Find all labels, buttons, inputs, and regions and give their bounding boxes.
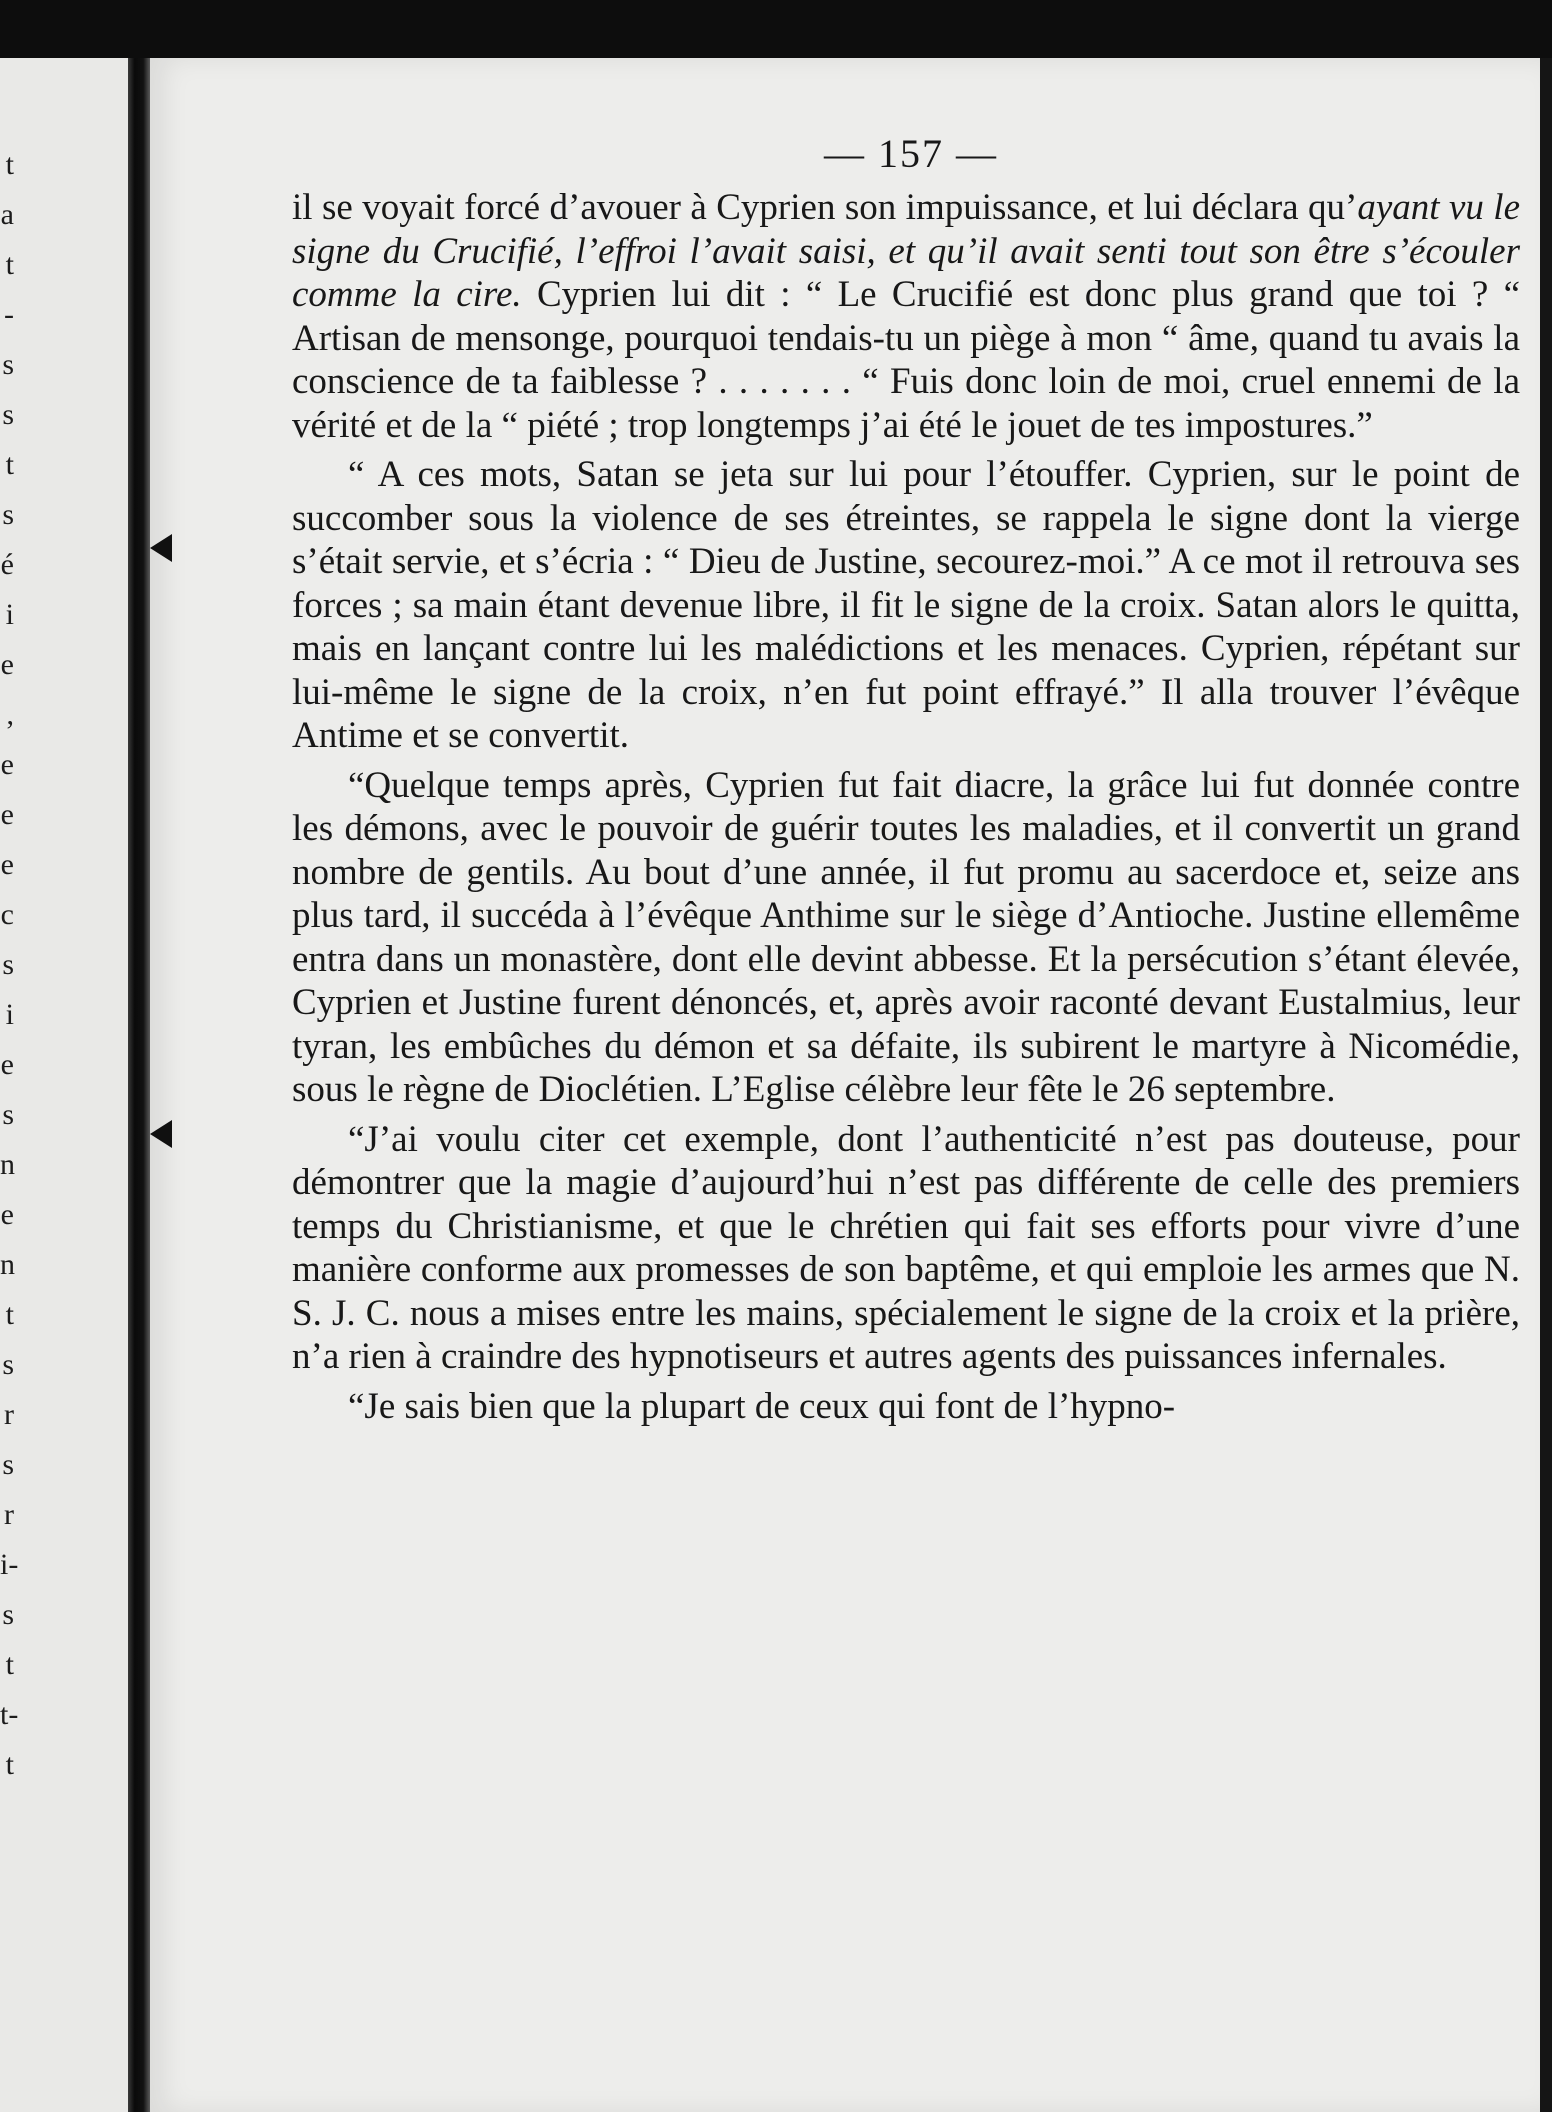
facing-page-letter: r [4,1398,14,1431]
facing-page-letter: e [0,1048,14,1081]
paragraph [292,764,1520,1112]
page-body [292,128,1520,1428]
facing-page-letter: t [5,248,14,281]
facing-page-letter: , [6,698,14,731]
text-run: Cyprien lui dit : “ Le Crucifié est donc plus grand que toi ? “ Artisan de mensonge, pourquoi tendais-tu un piège à mon “ âme, quand tu avais la conscience de ta faiblesse ? . . . . . . . “ Fuis donc loin de moi, cruel ennemi de la vérité et de la “ piété ; trop longtemps j’ai été le jouet de tes impostures.” [292,274,1521,446]
paragraph [292,1385,1520,1429]
scan-right-border [1540,58,1552,2112]
facing-page-letter: i [5,598,14,631]
facing-page-letter: e [0,748,14,781]
facing-page-letter: t [5,148,14,181]
page-number: — 157 — [824,131,998,176]
book-page [150,58,1542,2112]
facing-page-letter: s [2,348,14,381]
facing-page-letter: e [0,798,14,831]
facing-page-letter: t [5,1298,14,1331]
facing-page-edge [0,58,128,2112]
paragraph [292,1118,1520,1379]
text-block [292,186,1520,1428]
facing-page-letter: t [5,1748,14,1781]
facing-page-letter: i- [0,1548,19,1581]
facing-page-letter: s [2,1448,14,1481]
facing-page-letter: c [0,898,14,931]
italic-text: ayant vu le signe du Crucifié, l’effroi l’avait saisi, et qu’il avait senti tout son être s’écouler comme la cire. [292,187,1521,315]
facing-page-letter: - [4,298,14,331]
facing-page-letter: t [5,1648,14,1681]
text-run: il se voyait forcé d’avouer à Cyprien son impuissance, et lui déclara qu’ [292,187,1358,228]
text-run: “Je sais bien que la plupart de ceux qui font de l’hypno- [348,1385,1176,1427]
facing-page-letter: s [2,1348,14,1381]
binding-pin-mark [150,534,172,562]
facing-page-letter: s [2,398,14,431]
facing-page-letter: e [0,1198,14,1231]
text-run: “ A ces mots, Satan se jeta sur lui pour l’étouffer. Cyprien, sur le point de succomber sous la violence de ses étreintes, se rappela le signe dont la vierge s’était servie, et s’écria : “ Dieu de Justine, secourez-moi.” A ce mot il retrouva ses forces ; sa main étant devenue libre, il fit le signe de la croix. Satan alors le quitta, mais en lançant contre lui les malédictions et les menaces. Cyprien, répétant sur lui-même le signe de la croix, n’en fut point effrayé.” Il alla trouver l’évêque Antime et se convertit. [292,454,1520,756]
book-gutter [128,58,150,2112]
text-run: “J’ai voulu citer cet exemple, dont l’authenticité n’est pas douteuse, pour démontrer que la magie d’aujourd’hui n’est pas différente de celle des premiers temps du Christianisme, et que le chrétien qui fait ses efforts pour vivre d’une manière conforme aux promesses de son baptême, et qui emploie les armes que N. S. J. C. nous a mises entre les mains, spécialement le signe de la croix et la prière, n’a rien à craindre des hypnotiseurs et autres agents des puissances infernales. [292,1118,1520,1377]
facing-page-letter: n [0,1148,15,1181]
facing-page-letter: t [5,448,14,481]
facing-page-letter: é [0,548,14,581]
facing-page-letter: s [2,1598,14,1631]
facing-page-letter: s [2,1098,14,1131]
facing-page-letter: r [4,1498,14,1531]
facing-page-letter: s [2,498,14,531]
facing-page-letter: i [5,998,14,1031]
scan-top-border [0,0,1552,58]
facing-page-letter: n [0,1248,15,1281]
facing-page-letter: e [0,648,14,681]
facing-page-letter: t- [0,1698,19,1731]
text-run: “Quelque temps après, Cyprien fut fait diacre, la grâce lui fut donnée contre les démons, avec le pouvoir de guérir toutes les maladies, et il convertit un grand nombre de gentils. Au bout d’une année, il fut promu au sacerdoce et, seize ans plus tard, il succéda à l’évêque Anthime sur le siège d’Antioche. Justine ellemême entra dans un monastère, dont elle devint abbesse. Et la persécution s’étant élevée, Cyprien et Justine furent dénoncés, et, après avoir raconté devant Eustalmius, leur tyran, les embûches du démon et sa défaite, ils subirent le martyre à Nicomédie, sous le règne de Dioclétien. L’Eglise célèbre leur fête le 26 septembre. [292,764,1520,1110]
facing-page-letter: e [0,848,14,881]
facing-page-letter: s [2,948,14,981]
paragraph [292,186,1520,447]
paragraph [292,453,1520,758]
binding-pin-mark [150,1120,172,1148]
facing-page-letter: a [0,198,14,231]
facing-page-cut-letters [0,58,128,2112]
